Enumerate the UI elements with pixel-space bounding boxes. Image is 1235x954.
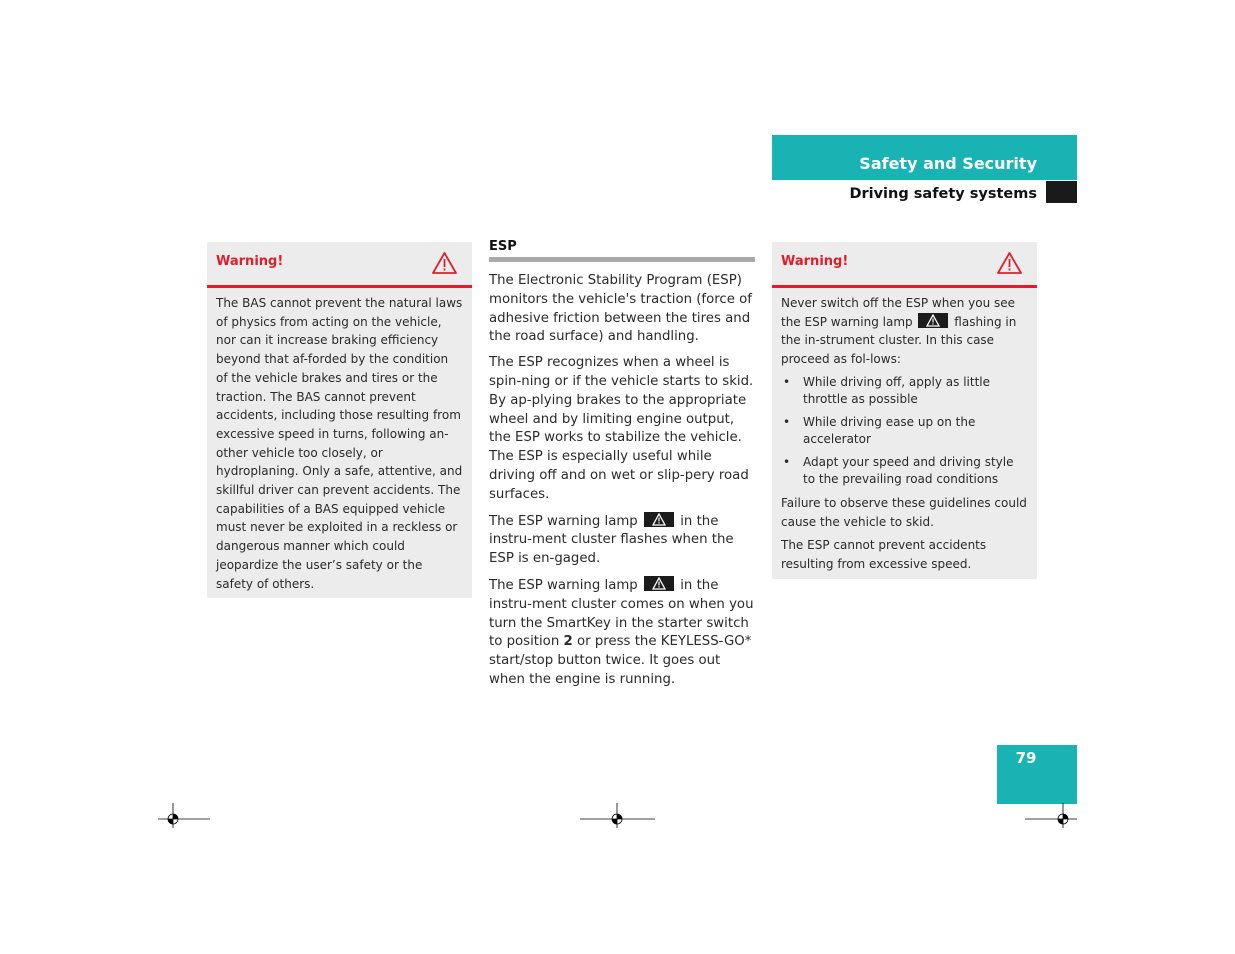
esp-paragraph-2: The ESP recognizes when a wheel is spin-ning or if the vehicle starts to skid. By ap-plying brakes to the appropriate wheel and by limiting engine output, the ESP works to stabilize the vehicle. The ESP is especially useful while driving off and on wet or slip-pery road surfaces. xyxy=(489,355,754,502)
subsection-title: Driving safety systems xyxy=(849,186,1037,202)
section-marker-block xyxy=(1046,181,1077,203)
warning-cannot-text: The ESP cannot prevent accidents resulting from excessive speed. xyxy=(781,538,987,571)
list-item: • While driving ease up on the accelerator xyxy=(781,414,1028,448)
esp-heading: ESP xyxy=(489,239,517,254)
esp-paragraph-1: The Electronic Stability Program (ESP) monitors the vehicle's traction (force of adhesive friction between the tires and the road surface) and handling. xyxy=(489,273,752,345)
warning-triangle-icon xyxy=(431,251,458,275)
warning-text: The BAS cannot prevent the natural laws of physics from acting on the vehicle, nor can it increase braking efficiency beyond that af-forded by the condition of the vehicle brakes and tires or the traction. The BAS cannot prevent accidents, including those resulting from excessive speed in turns, following an-other vehicle too closely, or hydroplaning. Only a safe, attentive, and skillful driver can prevent accidents. The capabilities of a BAS equipped vehicle must never be exploited in a reckless or dangerous manner which could jeopardize the user’s safety or the safety of others. xyxy=(216,296,463,591)
esp-warning-lamp-icon xyxy=(644,512,674,527)
warning-bullet-list xyxy=(781,374,1028,488)
warning-header xyxy=(772,242,1037,288)
warning-box-bas xyxy=(207,242,472,598)
esp-p3-before: The ESP warning lamp xyxy=(489,513,638,529)
esp-position-number: 2 xyxy=(563,634,573,650)
warning-intro-after: flashing in the in-strument cluster. In this case proceed as fol-lows: xyxy=(781,314,1017,367)
list-item: • Adapt your speed and driving style to the prevailing road conditions xyxy=(781,454,1028,488)
warning-box-esp xyxy=(772,242,1037,579)
list-item: • While driving off, apply as little throttle as possible xyxy=(781,374,1028,408)
esp-paragraph-3 xyxy=(489,512,755,569)
warning-triangle-icon xyxy=(996,251,1023,275)
section-title: Safety and Security xyxy=(859,154,1037,173)
crop-mark-right xyxy=(1022,800,1082,830)
warning-intro xyxy=(781,294,1028,369)
esp-body xyxy=(489,272,755,697)
esp-p3-after: in the instru-ment cluster flashes when the ESP is en-gaged. xyxy=(489,513,734,567)
warning-label: Warning! xyxy=(216,254,284,269)
esp-p4-after: or press the KEYLESS-GO* start/stop button twice. It goes out when the engine is running. xyxy=(489,634,752,687)
section-header-bar xyxy=(772,135,1077,180)
warning-label: Warning! xyxy=(781,254,849,269)
crop-mark-center xyxy=(578,800,658,830)
esp-p4-before: The ESP warning lamp xyxy=(489,577,638,593)
crop-mark-left xyxy=(155,800,215,830)
esp-p4-mid: in the instru-ment cluster comes on when you turn the SmartKey in the starter switch to position xyxy=(489,577,754,650)
warning-header xyxy=(207,242,472,288)
esp-paragraph-4 xyxy=(489,576,755,690)
warning-intro-before: Never switch off the ESP when you see the ESP warning lamp xyxy=(781,296,1015,329)
esp-warning-lamp-icon xyxy=(644,576,674,591)
page-number: 79 xyxy=(1015,749,1037,767)
heading-rule xyxy=(489,257,755,262)
esp-warning-lamp-icon xyxy=(918,313,948,328)
warning-failure-text: Failure to observe these guidelines could cause the vehicle to skid. xyxy=(781,495,1027,529)
